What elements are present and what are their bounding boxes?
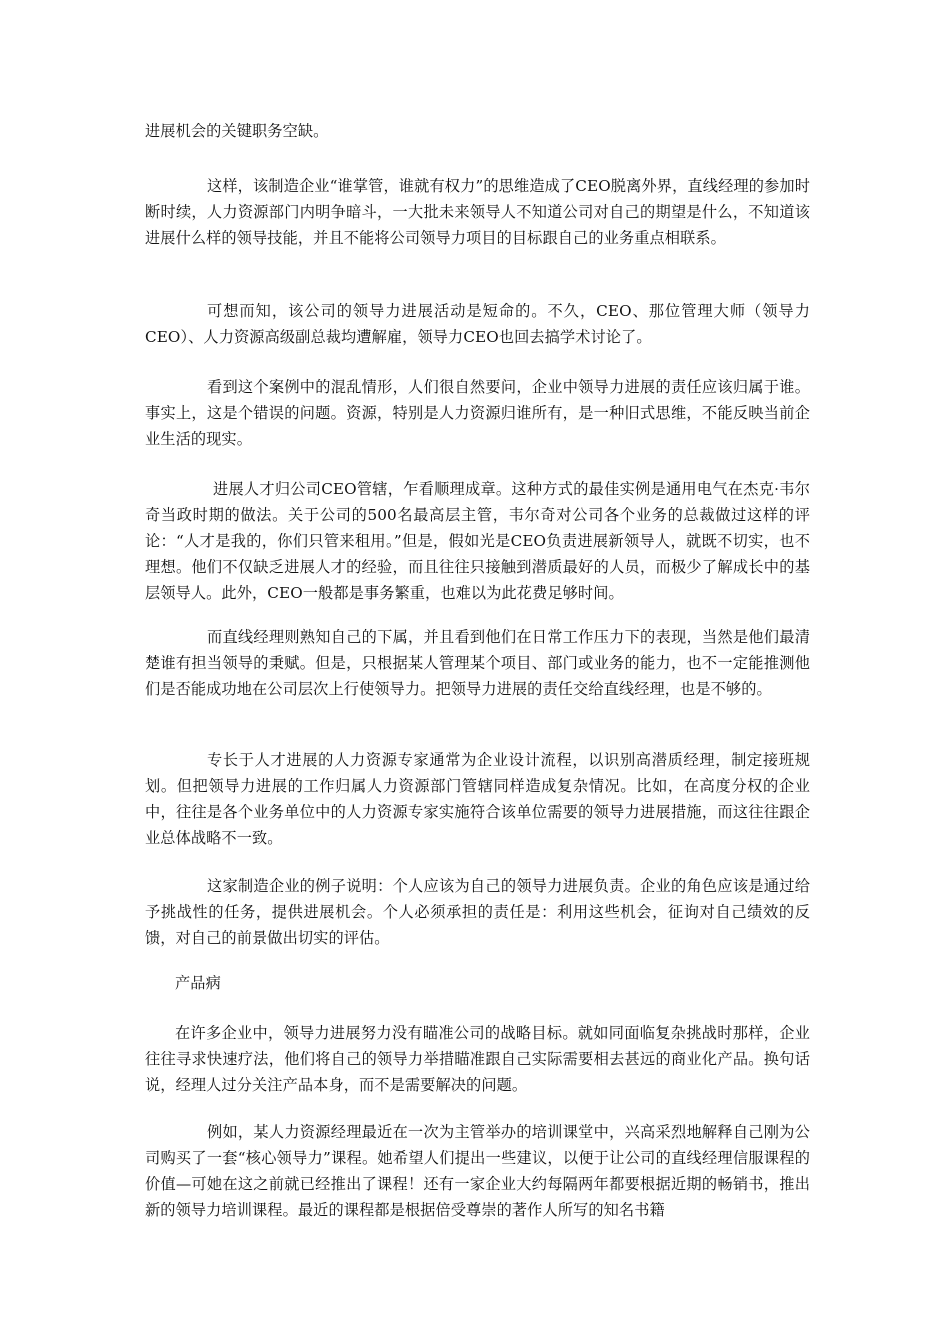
paragraph-10: 例如，某人力资源经理最近在一次为主管举办的培训课堂中，兴高采烈地解释自己刚为公司购买了一套“核心领导力”课程。她希望人们提出一些建议，以便于让公司的直线经理信服课程的价值—可她在这之前就已经推出了课程！还有一家企业大约每隔两年都要根据近期的畅销书，推出新的领导力培训课程。最近的课程都是根据倍受尊崇的著作人所写的知名书籍 <box>145 1123 810 1219</box>
paragraph-4: 看到这个案例中的混乱情形，人们很自然要问，企业中领导力进展的责任应该归属于谁。事实上，这是个错误的问题。资源，特别是人力资源归谁所有，是一种旧式思维，不能反映当前企业生活的现实。 <box>145 378 810 448</box>
paragraph-2: 这样，该制造企业“谁掌管，谁就有权力”的思维造成了CEO脱离外界，直线经理的参加时断时续，人力资源部门内明争暗斗，一大批未来领导人不知道公司对自己的期望是什么，不知道该进展什么样的领导技能，并且不能将公司领导力项目的目标跟自己的业务重点相联系。 <box>145 177 810 247</box>
section-heading: 产品病 <box>175 974 221 992</box>
paragraph-9: 在许多企业中，领导力进展努力没有瞄准公司的战略目标。就如同面临复杂挑战时那样，企业往往寻求快速疗法，他们将自己的领导力举措瞄准跟自己实际需要相去甚远的商业化产品。换句话说，经理人过分关注产品本身，而不是需要解决的问题。 <box>145 1024 810 1094</box>
paragraph-7: 专长于人才进展的人力资源专家通常为企业设计流程，以识别高潜质经理，制定接班规划。但把领导力进展的工作归属人力资源部门管辖同样造成复杂情况。比如，在高度分权的企业中，往往是各个业务单位中的人力资源专家实施符合该单位需要的领导力进展措施，而这往往跟企业总体战略不一致。 <box>145 751 810 847</box>
paragraph-5: 进展人才归公司CEO管辖，乍看顺理成章。这种方式的最佳实例是通用电气在杰克·韦尔奇当政时期的做法。关于公司的500名最高层主管，韦尔奇对公司各个业务的总裁做过这样的评论：“人才是我的，你们只管来租用。”但是，假如光是CEO负责进展新领导人，就既不切实，也不理想。他们不仅缺乏进展人才的经验，而且往往只接触到潜质最好的人员，而极少了解成长中的基层领导人。此外，CEO一般都是事务繁重，也难以为此花费足够时间。 <box>145 480 810 602</box>
paragraph-3: 可想而知，该公司的领导力进展活动是短命的。不久，CEO、那位管理大师（领导力CEO）、人力资源高级副总裁均遭解雇，领导力CEO也回去搞学术讨论了。 <box>145 302 810 346</box>
paragraph-1: 进展机会的关键职务空缺。 <box>145 122 329 140</box>
paragraph-6: 而直线经理则熟知自己的下属，并且看到他们在日常工作压力下的表现，当然是他们最清楚谁有担当领导的秉赋。但是，只根据某人管理某个项目、部门或业务的能力，也不一定能推测他们是否能成功地在公司层次上行使领导力。把领导力进展的责任交给直线经理，也是不够的。 <box>145 628 810 698</box>
paragraph-8: 这家制造企业的例子说明：个人应该为自己的领导力进展负责。企业的角色应该是通过给予挑战性的任务，提供进展机会。个人必须承担的责任是：利用这些机会，征询对自己绩效的反馈，对自己的前景做出切实的评估。 <box>145 877 810 947</box>
